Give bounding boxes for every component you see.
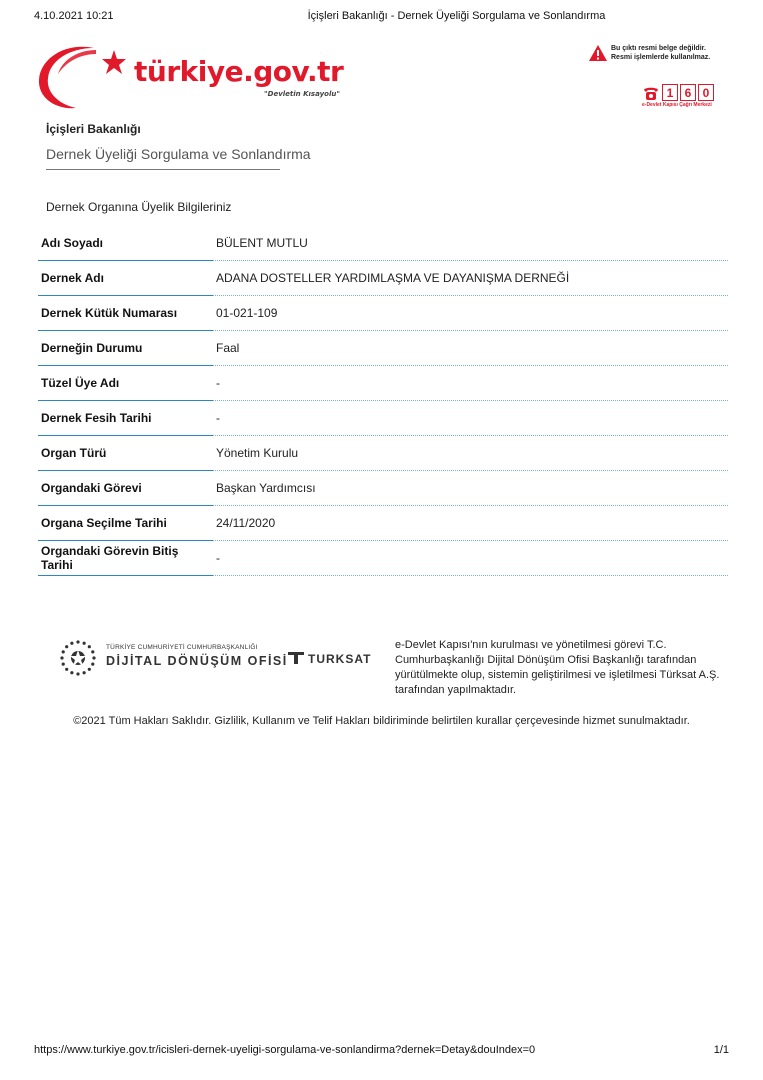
row-label: Adı Soyadı — [38, 226, 213, 261]
row-value: Başkan Yardımcısı — [213, 471, 728, 506]
table-row — [38, 471, 728, 506]
table-row — [38, 506, 728, 541]
table-row — [38, 296, 728, 331]
dijital-line1: TÜRKİYE CUMHURİYETİ CUMHURBAŞKANLIĞI — [106, 644, 258, 651]
membership-info-table — [38, 226, 728, 576]
row-value: 01-021-109 — [213, 296, 728, 331]
crescent-star-icon — [36, 40, 146, 112]
call-digit: 0 — [698, 84, 714, 101]
row-label: Derneğin Durumu — [38, 331, 213, 366]
print-title: İçişleri Bakanlığı - Dernek Üyeliği Sorgulama ve Sonlandırma — [307, 10, 606, 22]
print-header — [34, 10, 729, 26]
row-label: Dernek Adı — [38, 261, 213, 296]
row-value: Yönetim Kurulu — [213, 436, 728, 471]
turkiye-gov-logo[interactable] — [36, 40, 346, 112]
telephone-icon — [642, 85, 660, 101]
call-center-160[interactable] — [642, 84, 722, 110]
call-digit: 6 — [680, 84, 696, 101]
warning-line2: Resmi işlemlerde kullanılmaz. — [611, 54, 711, 61]
print-url: https://www.turkiye.gov.tr/icisleri-dernek-uyeligi-sorgulama-ve-sonlandirma?dernek=Detay&douIndex=0 — [34, 1044, 536, 1056]
row-label: Organ Türü — [38, 436, 213, 471]
table-row — [38, 261, 728, 296]
row-value: - — [213, 541, 728, 576]
copyright-notice: ©2021 Tüm Hakları Saklıdır. Gizlilik, Kullanım ve Telif Hakları bildiriminde belirtilen kurallar çerçevesinde hizmet sunulmaktadır. — [73, 715, 690, 727]
warning-line1: Bu çıktı resmi belge değildir. — [611, 45, 706, 52]
dijital-line2: DİJİTAL DÖNÜŞÜM OFİSİ — [106, 654, 288, 668]
row-label: Dernek Fesih Tarihi — [38, 401, 213, 436]
row-value: 24/11/2020 — [213, 506, 728, 541]
warning-icon — [588, 44, 608, 62]
row-label: Organdaki Görevi — [38, 471, 213, 506]
title-divider — [46, 169, 280, 170]
logo-tagline: "Devletin Kısayolu" — [264, 90, 340, 98]
dijital-donusum-ofisi-logo — [58, 636, 288, 682]
row-value: - — [213, 401, 728, 436]
turksat-logo-text: TURKSAT — [308, 652, 372, 666]
star-ring-emblem-icon — [58, 636, 98, 680]
logo-text: türkiye.gov.tr — [134, 55, 344, 88]
not-official-warning — [588, 42, 728, 66]
call-digit: 1 — [662, 84, 678, 101]
print-footer — [34, 1044, 729, 1060]
table-row — [38, 436, 728, 471]
table-row — [38, 226, 728, 261]
row-label: Organdaki Görevin Bitiş Tarihi — [38, 541, 213, 576]
edevlet-info-text: e-Devlet Kapısı'nın kurulması ve yönetilmesi görevi T.C. Cumhurbaşkanlığı Dijital Dönüşüm Ofisi Başkanlığı tarafından yürütülmekte olup, sistemin geliştirilmesi ve işletilmesi Türksat A.Ş. tarafından yapılmaktadır. — [395, 639, 720, 696]
turksat-icon — [288, 652, 304, 664]
section-label: Dernek Organına Üyelik Bilgileriniz — [46, 200, 232, 214]
table-row — [38, 541, 728, 576]
row-value: BÜLENT MUTLU — [213, 226, 728, 261]
row-value: ADANA DOSTELLER YARDIMLAŞMA VE DAYANIŞMA DERNEĞİ — [213, 261, 728, 296]
call-center-subtitle: e-Devlet Kapısı Çağrı Merkezi — [642, 102, 712, 108]
print-page-number: 1/1 — [713, 1044, 729, 1056]
row-value: - — [213, 366, 728, 401]
ministry-name: İçişleri Bakanlığı — [46, 122, 141, 136]
page-title: Dernek Üyeliği Sorgulama ve Sonlandırma — [46, 146, 311, 162]
row-label: Tüzel Üye Adı — [38, 366, 213, 401]
table-row — [38, 366, 728, 401]
table-row — [38, 331, 728, 366]
print-datetime: 4.10.2021 10:21 — [34, 10, 114, 22]
row-label: Dernek Kütük Numarası — [38, 296, 213, 331]
row-value: Faal — [213, 331, 728, 366]
table-row — [38, 401, 728, 436]
row-label: Organa Seçilme Tarihi — [38, 506, 213, 541]
